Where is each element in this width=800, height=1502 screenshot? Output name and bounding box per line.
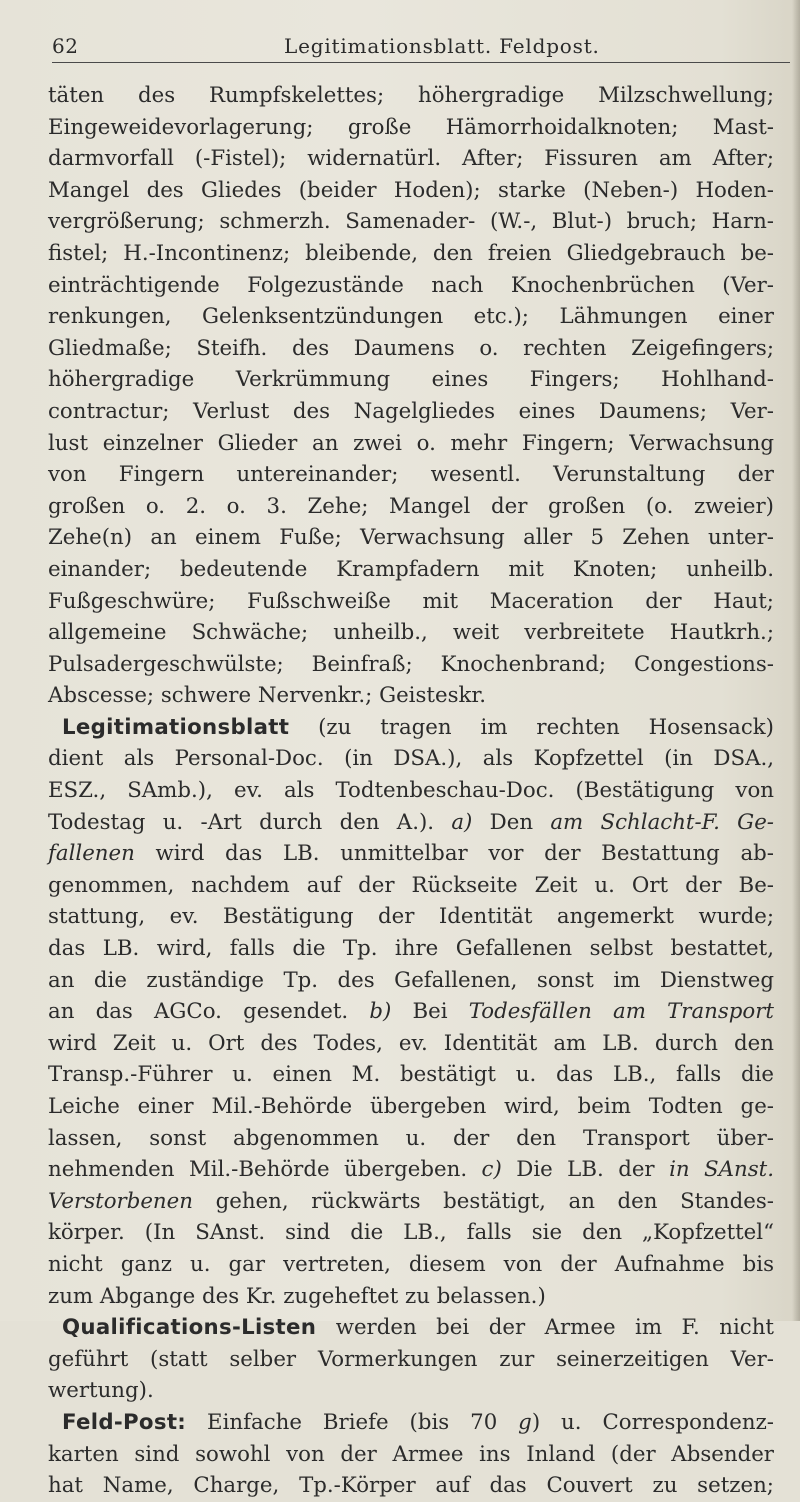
text-line: Pulsadergeschwülste; Beinfraß; Knochenbrand; Congestions- (48, 651, 774, 677)
running-title: Legitimationsblatt. Feldpost. (284, 34, 600, 58)
text-line: Todestag u. -Art durch den A.). a) Den am Schlacht-F. Ge- (48, 809, 774, 835)
text-line: geführt (statt selber Vormerkungen zur seinerzeitigen Ver- (48, 1346, 774, 1372)
text-line: Abscesse; schwere Nervenkr.; Geisteskr. (48, 683, 487, 709)
feld-post-heading: Feld-Post: (62, 1409, 187, 1435)
text-line: Gliedmaße; Steifh. des Daumens o. rechten Zeigefingers; (48, 335, 774, 361)
text-line: einträchtigende Folgezustände nach Knochenbrüchen (Ver- (48, 272, 774, 298)
text-line: an die zuständige Tp. des Gefallenen, sonst im Dienstweg (48, 967, 774, 993)
page-number: 62 (52, 34, 79, 58)
qualifications-para-line: Qualifications-Listen werden bei der Armee im F. nicht (62, 1315, 774, 1341)
text-line: hat Name, Charge, Tp.-Körper auf das Couvert zu setzen; (48, 1473, 774, 1499)
text-line: täten des Rumpfskelettes; höhergradige Milzschwellung; (48, 83, 774, 108)
text-line: wertung). (48, 1378, 154, 1404)
body-text (48, 80, 774, 1502)
text-line: ESZ., SAmb.), ev. als Todtenbeschau-Doc. (Bestätigung von (48, 778, 774, 804)
text-line: darmvorfall (-Fistel); widernatürl. After; Fissuren am After; (48, 146, 774, 172)
text-line: nehmenden Mil.-Behörde übergeben. c) Die LB. der in SAnst. (48, 1157, 774, 1183)
text-line: zum Abgange des Kr. zugeheftet zu belassen.) (48, 1283, 546, 1309)
legitimationsblatt-para-line: Legitimationsblatt (zu tragen im rechten Hosensack) (62, 714, 774, 740)
text-line: Eingeweidevorlagerung; große Hämorrhoidalknoten; Mast- (48, 114, 774, 140)
feldpost-para-line: Feld-Post: Einfache Briefe (bis 70 g) u. Correspondenz- (62, 1409, 775, 1435)
text-line: dient als Personal-Doc. (in DSA.), als Kopfzettel (in DSA., (48, 746, 774, 772)
text-line: Leiche einer Mil.-Behörde übergeben wird, beim Todten ge- (48, 1094, 774, 1119)
text-line: lassen, sonst abgenommen u. der den Transport über- (48, 1125, 774, 1151)
text-line: fallenen wird das LB. unmittelbar vor der Bestattung ab- (48, 841, 774, 867)
text-line: von Fingern untereinander; wesentl. Verunstaltung der (48, 462, 774, 488)
text-line: Verstorbenen gehen, rückwärts bestätigt, an den Standes- (48, 1188, 774, 1214)
text-line: das LB. wird, falls die Tp. ihre Gefallenen selbst bestattet, (48, 936, 774, 962)
text-line: nicht ganz u. gar vertreten, diesem von der Aufnahme bis (48, 1251, 774, 1277)
text-line: renkungen, Gelenksentzündungen etc.); Lähmungen einer (48, 304, 774, 330)
text-line: Mangel des Gliedes (beider Hoden); starke (Neben-) Hoden- (48, 177, 774, 203)
text-line: vergrößerung; schmerzh. Samenader- (W.-, Blut-) bruch; Harn- (48, 209, 774, 235)
text-line: Zehe(n) an einem Fuße; Verwachsung aller 5 Zehen unter- (48, 525, 774, 551)
text-line: körper. (In SAnst. sind die LB., falls sie den „Kopfzettel“ (48, 1220, 774, 1246)
qualifications-listen-heading: Qualifications-Listen (62, 1315, 317, 1341)
page-header (52, 30, 790, 64)
text-line: an das AGCo. gesendet. b) Bei Todesfällen am Transport (48, 999, 774, 1025)
text-line: allgemeine Schwäche; unheilb., weit verbreitete Hautkrh.; (48, 620, 774, 646)
text-line: einander; bedeutende Krampfadern mit Knoten; unheilb. (48, 556, 774, 582)
text-line: fistel; H.-Incontinenz; bleibende, den freien Gliedgebrauch be- (48, 240, 774, 266)
text-line: stattung, ev. Bestätigung der Identität angemerkt wurde; (48, 904, 774, 930)
legitimationsblatt-heading: Legitimationsblatt (62, 714, 290, 740)
text-line: genommen, nachdem auf der Rückseite Zeit u. Ort der Be- (48, 872, 774, 898)
text-line: großen o. 2. o. 3. Zehe; Mangel der großen (o. zweier) (48, 493, 774, 519)
text-line: lust einzelner Glieder an zwei o. mehr Fingern; Verwachsung (48, 430, 774, 456)
text-line: Fußgeschwüre; Fußschweiße mit Maceration der Haut; (48, 588, 774, 614)
page-edge-shadow (792, 0, 800, 1321)
text-line: karten sind sowohl von der Armee ins Inland (der Absender (48, 1441, 774, 1467)
text-line: contractur; Verlust des Nagelgliedes eines Daumens; Ver- (48, 398, 774, 424)
text-line: höhergradige Verkrümmung eines Fingers; Hohlhand- (48, 367, 774, 393)
header-rule (52, 62, 790, 63)
text-line: Transp.-Führer u. einen M. bestätigt u. das LB., falls die (48, 1062, 774, 1088)
text-line: wird Zeit u. Ort des Todes, ev. Identität am LB. durch den (48, 1030, 774, 1056)
